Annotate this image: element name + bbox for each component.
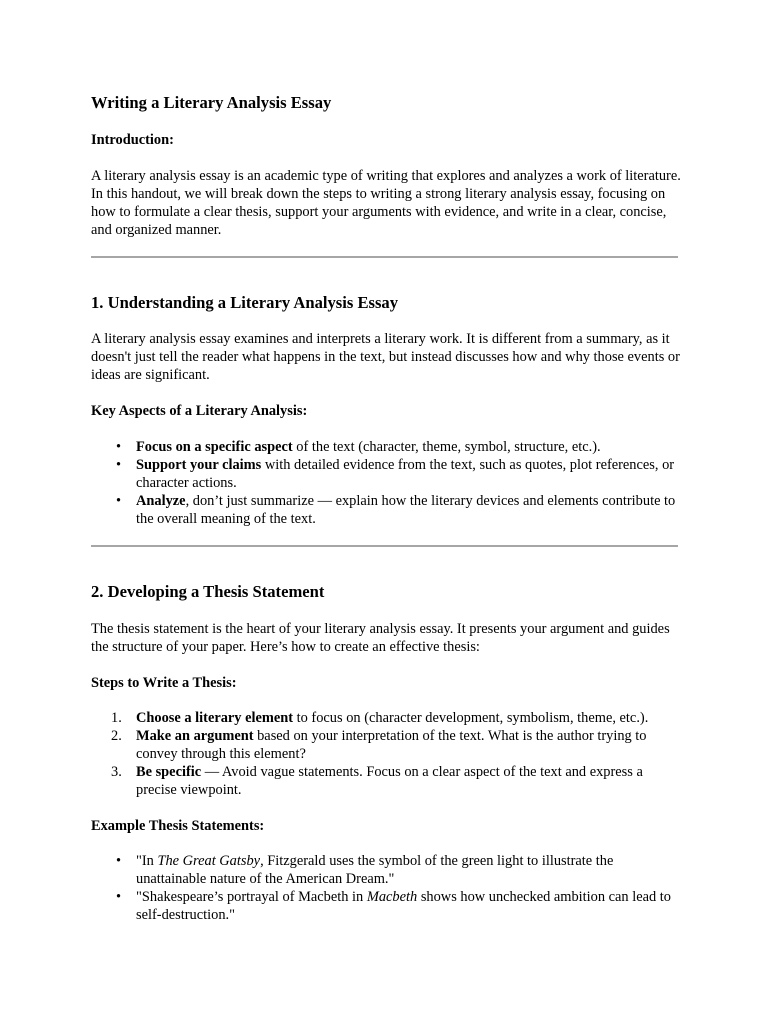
list-item bbox=[136, 438, 681, 456]
intro-paragraph: A literary analysis essay is an academic type of writing that explores and analyzes a work of literature. In this handout, we will break down the steps to writing a strong literary analysis essay, focusing on how to formulate a clear thesis, support your arguments with evidence, and write in a clear, concise, and organized manner. bbox=[91, 168, 681, 238]
list-item bbox=[136, 852, 681, 888]
item-text: — Avoid vague statements. Focus on a clear aspect of the text and express a precise viewpoint. bbox=[136, 764, 643, 798]
divider-1 bbox=[91, 256, 678, 258]
item-text: with detailed evidence from the text, such as quotes, plot references, or character actions. bbox=[136, 457, 675, 491]
item-bold: Be specific bbox=[136, 764, 202, 780]
list-item bbox=[136, 492, 681, 528]
item-text: shows how unchecked ambition can lead to self-destruction." bbox=[136, 889, 671, 923]
item-number: 2. bbox=[111, 728, 122, 744]
item-text: of the text (character, theme, symbol, structure, etc.). bbox=[292, 439, 601, 455]
item-text: "In bbox=[136, 853, 158, 869]
item-italic: The Great Gatsby bbox=[157, 853, 261, 869]
item-text: , Fitzgerald uses the symbol of the green light to illustrate the unattainable nature of the American Dream." bbox=[136, 853, 614, 887]
item-text: based on your interpretation of the text. What is the author trying to convey through this element? bbox=[136, 728, 647, 762]
item-italic: Macbeth bbox=[366, 889, 418, 905]
section-1-paragraph: A literary analysis essay examines and interprets a literary work. It is different from a summary, as it doesn't just tell the reader what happens in the text, but instead discusses how and why those events or ideas are significant. bbox=[91, 331, 680, 383]
list-item bbox=[111, 709, 681, 727]
item-text: , don’t just summarize — explain how the literary devices and elements contribute to the overall meaning of the text. bbox=[136, 493, 676, 527]
item-text: to focus on (character development, symbolism, theme, etc.). bbox=[293, 710, 649, 726]
item-bold: Choose a literary element bbox=[136, 710, 294, 726]
item-bold: Focus on a specific aspect bbox=[136, 439, 293, 455]
examples-list bbox=[91, 852, 681, 924]
page-title: Writing a Literary Analysis Essay bbox=[91, 93, 332, 112]
item-number: 1. bbox=[111, 710, 122, 726]
list-item bbox=[111, 727, 681, 763]
section-2-heading: 2. Developing a Thesis Statement bbox=[91, 582, 325, 601]
section-1-heading: 1. Understanding a Literary Analysis Essay bbox=[91, 293, 399, 312]
divider-2 bbox=[91, 545, 678, 547]
item-bold: Support your claims bbox=[136, 457, 262, 473]
list-item bbox=[136, 456, 681, 492]
item-number: 3. bbox=[111, 764, 122, 780]
item-text: "Shakespeare’s portrayal of Macbeth in bbox=[136, 889, 367, 905]
list-item bbox=[111, 763, 681, 799]
key-aspects-list bbox=[91, 438, 681, 528]
item-bold: Make an argument bbox=[136, 728, 254, 744]
list-item bbox=[136, 888, 681, 924]
item-bold: Analyze bbox=[136, 493, 186, 509]
intro-heading: Introduction: bbox=[91, 132, 174, 148]
key-aspects-heading: Key Aspects of a Literary Analysis: bbox=[91, 403, 308, 419]
examples-heading: Example Thesis Statements: bbox=[91, 818, 265, 834]
section-2-paragraph: The thesis statement is the heart of your literary analysis essay. It presents your argument and guides the structure of your paper. Here’s how to create an effective thesis: bbox=[91, 621, 670, 655]
steps-heading: Steps to Write a Thesis: bbox=[91, 675, 237, 691]
steps-list bbox=[91, 709, 681, 799]
